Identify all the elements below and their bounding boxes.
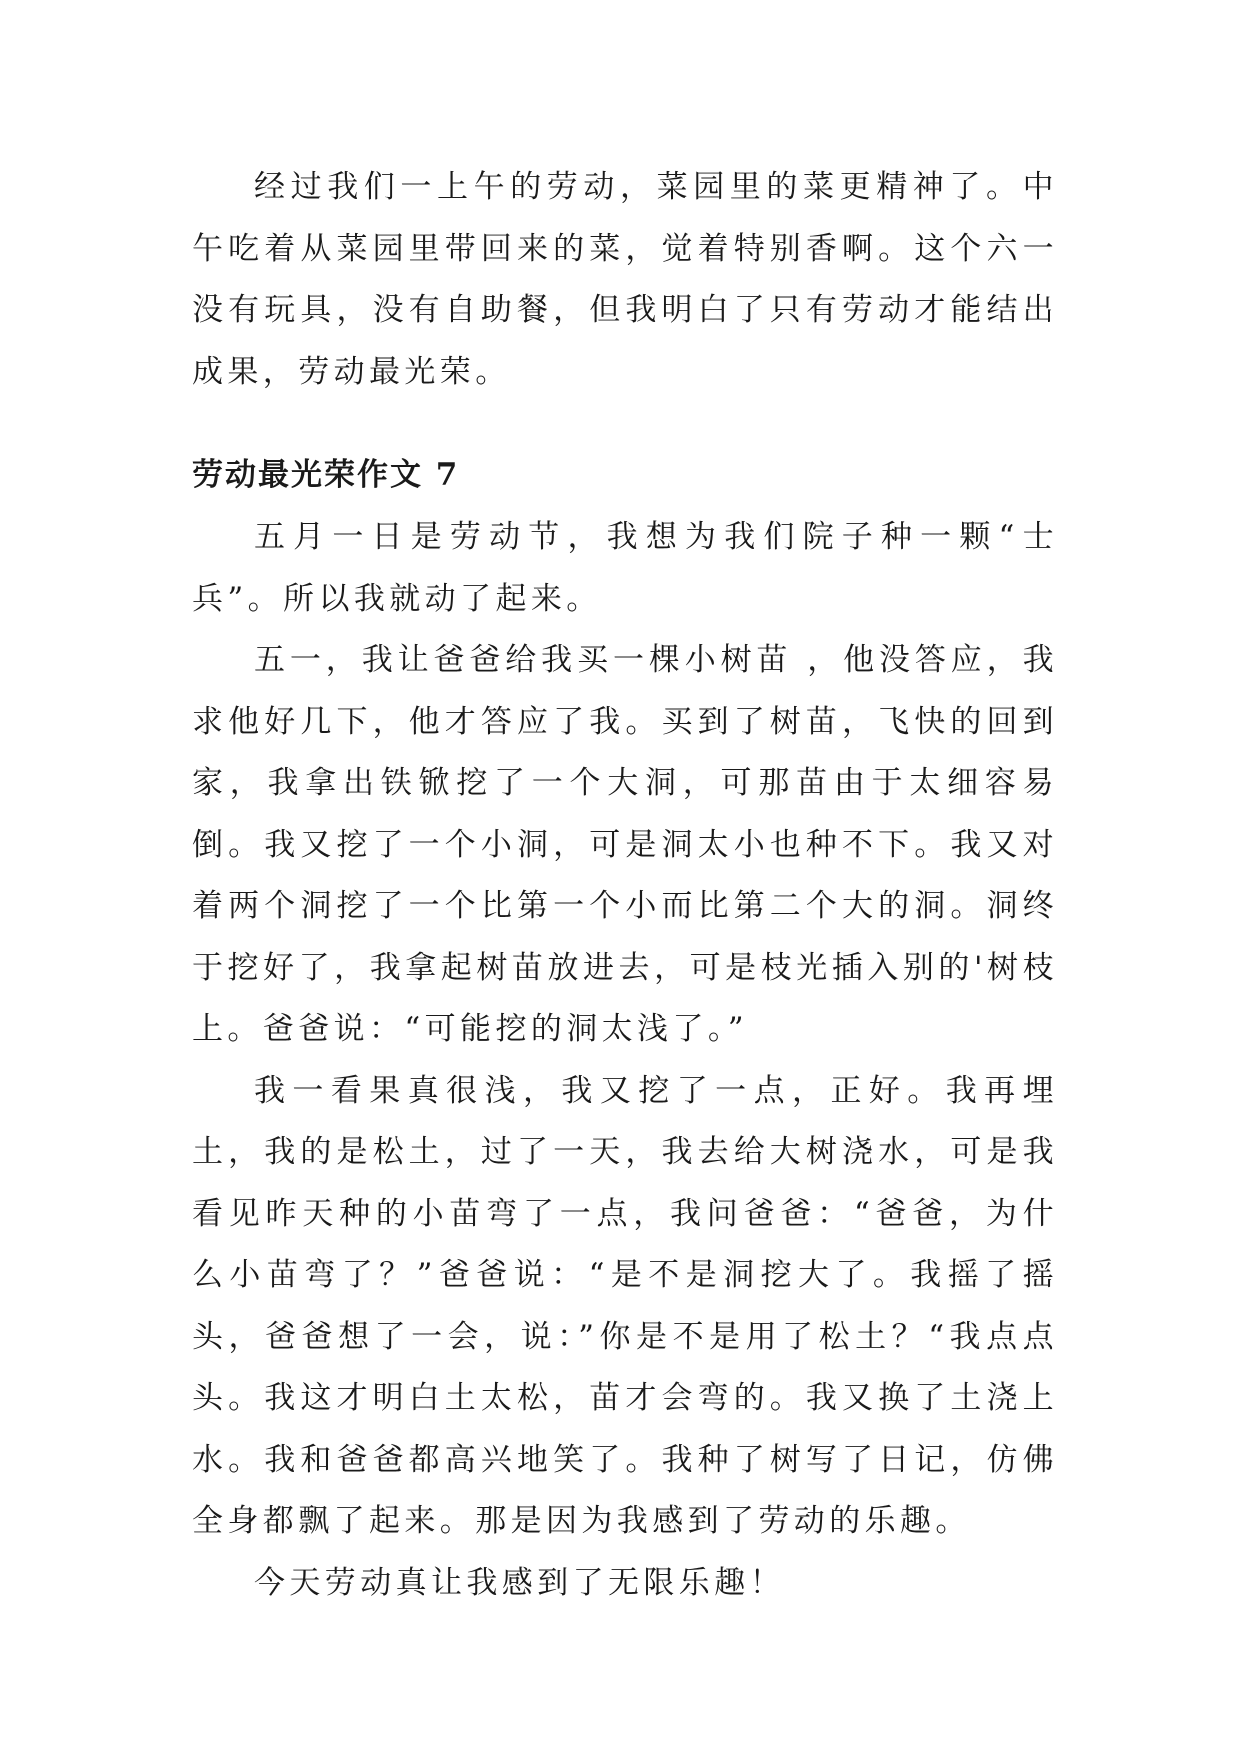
intro-paragraph: 经过我们一上午的劳动，菜园里的菜更精神了。中午吃着从菜园里带回来的菜，觉着特别香啊。这个六一没有玩具，没有自助餐，但我明白了只有劳动才能结出成果，劳动最光荣。	[192, 169, 1058, 390]
section-title: 劳动最光荣作文 7	[192, 457, 460, 493]
essay-paragraph-2: 五一，我让爸爸给我买一棵小树苗 ，他没答应，我求他好几下，他才答应了我。买到了树苗，飞快的回到家，我拿出铁锨挖了一个大洞，可那苗由于太细容易倒。我又挖了一个小洞，可是洞太小也种不下。我又对着两个洞挖了一个比第一个小而比第二个大的洞。洞终于挖好了，我拿起树苗放进去，可是枝光插入别的'树枝上。爸爸说：“可能挖的洞太浅了。”	[192, 642, 1058, 1047]
intro-section	[192, 157, 1058, 403]
essay-paragraph-1: 五月一日是劳动节，我想为我们院子种一颗“士兵”。所以我就动了起来。	[192, 519, 1058, 617]
essay-paragraph-3: 我一看果真很浅，我又挖了一点，正好。我再埋土，我的是松土，过了一天，我去给大树浇水，可是我看见昨天种的小苗弯了一点，我问爸爸：“爸爸，为什么小苗弯了？”爸爸说：“是不是洞挖大了。我摇了摇头，爸爸想了一会，说：”你是不是用了松土？“我点点头。我这才明白土太松，苗才会弯的。我又换了土浇上水。我和爸爸都高兴地笑了。我种了树写了日记，仿佛全身都飘了起来。那是因为我感到了劳动的乐趣。	[192, 1072, 1058, 1539]
essay-body	[192, 507, 1058, 1614]
essay-paragraph-4: 今天劳动真让我感到了无限乐趣！	[254, 1564, 785, 1601]
